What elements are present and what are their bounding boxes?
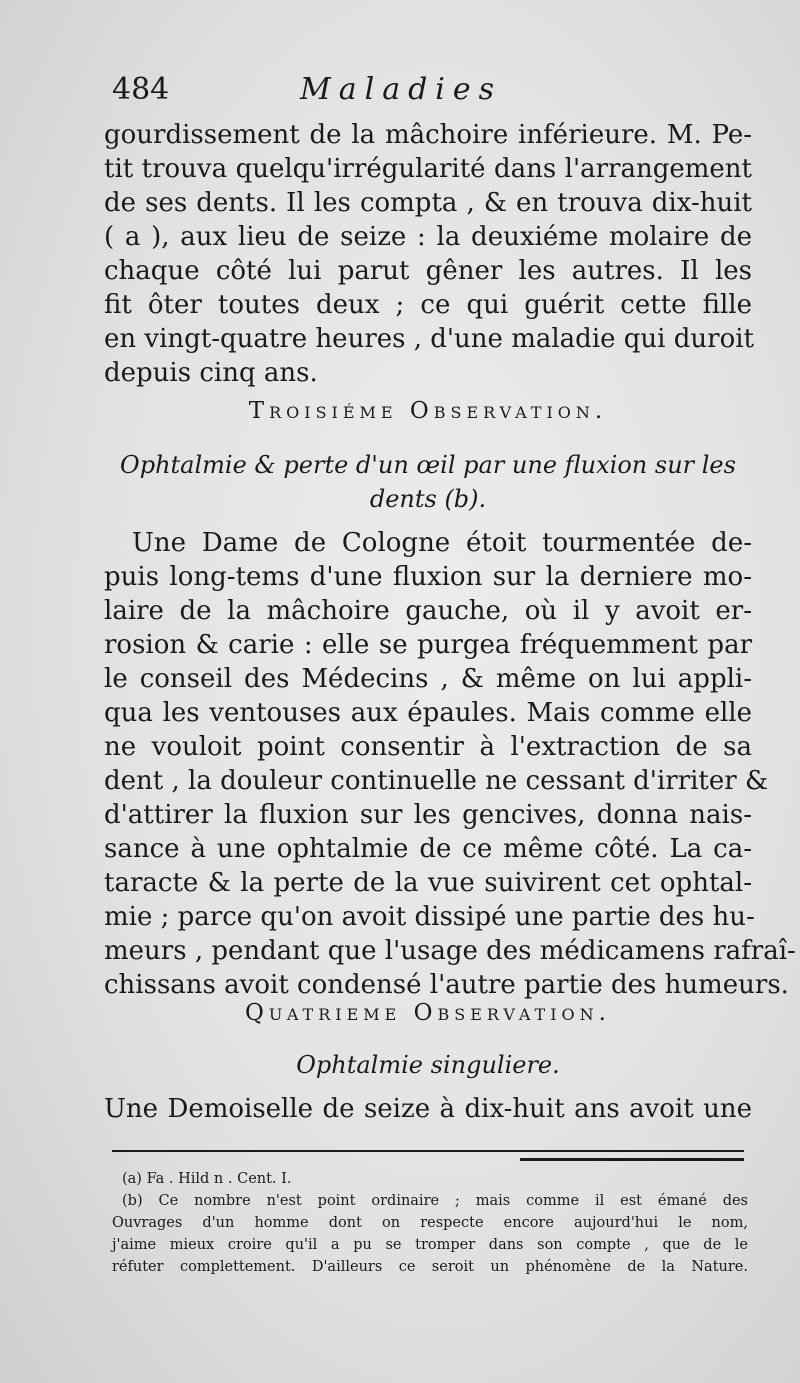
- text-line: Une Demoiselle de seize à dix-huit ans avoit une: [104, 1094, 752, 1124]
- text-line: fit ôter toutes deux ; ce qui guérit cette fille: [104, 290, 752, 320]
- text-line: dent , la douleur continuelle ne cessant d'irriter &: [104, 766, 769, 796]
- section-heading-third-observation: Troisiéme Observation.: [248, 398, 608, 424]
- subtitle-line: dents (b).: [369, 485, 487, 513]
- paragraph-third-observation: [104, 526, 796, 1002]
- paragraph-continued: [104, 118, 752, 390]
- text-line: gourdissement de la mâchoire inférieure. M. Pe-: [104, 120, 752, 150]
- text-line: chissans avoit condensé l'autre partie des humeurs.: [104, 970, 789, 1000]
- footnote-line: j'aime mieux croire qu'il a pu se tromper dans son compte , que de le: [112, 1237, 748, 1253]
- footnote-line: réfuter complettement. D'ailleurs ce seroit un phénomène de la Nature.: [112, 1259, 748, 1275]
- paragraph-fourth-observation: [104, 1092, 752, 1126]
- text-line: laire de la mâchoire gauche, où il y avoit er-: [104, 596, 752, 626]
- text-line: ( a ), aux lieu de seize : la deuxiéme molaire de: [104, 222, 752, 252]
- text-line: qua les ventouses aux épaules. Mais comme elle: [104, 698, 752, 728]
- footnote-a: (a) Fa . Hild n . Cent. I.: [122, 1171, 292, 1187]
- text-line: chaque côté lui parut gêner les autres. Il les: [104, 256, 752, 286]
- text-line: mie ; parce qu'on avoit dissipé une partie des hu-: [104, 902, 755, 932]
- text-line: ne vouloit point consentir à l'extraction de sa: [104, 732, 752, 762]
- text-line: le conseil des Médecins , & même on lui appli-: [104, 664, 752, 694]
- section-heading-fourth-observation: Quatrieme Observation.: [245, 1000, 611, 1026]
- section-subtitle: Ophtalmie singuliere.: [296, 1051, 560, 1079]
- running-head: Maladies: [300, 72, 503, 107]
- text-line: taracte & la perte de la vue suivirent cet ophtal-: [104, 868, 752, 898]
- text-line: tit trouva quelqu'irrégularité dans l'arrangement: [104, 154, 752, 184]
- text-line: meurs , pendant que l'usage des médicamens rafraî-: [104, 936, 796, 966]
- text-line: de ses dents. Il les compta , & en trouva dix-huit: [104, 188, 752, 218]
- text-line: en vingt-quatre heures , d'une maladie qui duroit: [104, 324, 754, 354]
- text-line: depuis cinq ans.: [104, 358, 318, 388]
- page-number: 484: [112, 72, 170, 107]
- footnote-rule: [112, 1150, 744, 1152]
- text-line: rosion & carie : elle se purgea fréquemment par: [104, 630, 752, 660]
- footnotes: [112, 1168, 748, 1278]
- footnote-line: Ouvrages d'un homme dont on respecte encore aujourd'hui le nom,: [112, 1215, 748, 1231]
- footnote-rule-thick: [520, 1158, 744, 1161]
- text-line: d'attirer la fluxion sur les gencives, donna nais-: [104, 800, 752, 830]
- section-subtitle: [104, 448, 752, 516]
- text-line: sance à une ophtalmie de ce même côté. La ca-: [104, 834, 752, 864]
- footnote-b: (b) Ce nombre n'est point ordinaire ; mais comme il est émané des: [122, 1193, 748, 1209]
- page-header: [112, 72, 752, 116]
- text-line: Une Dame de Cologne étoit tourmentée de-: [132, 528, 752, 558]
- subtitle-line: Ophtalmie & perte d'un œil par une fluxion sur les: [120, 451, 736, 479]
- text-line: puis long-tems d'une fluxion sur la derniere mo-: [104, 562, 752, 592]
